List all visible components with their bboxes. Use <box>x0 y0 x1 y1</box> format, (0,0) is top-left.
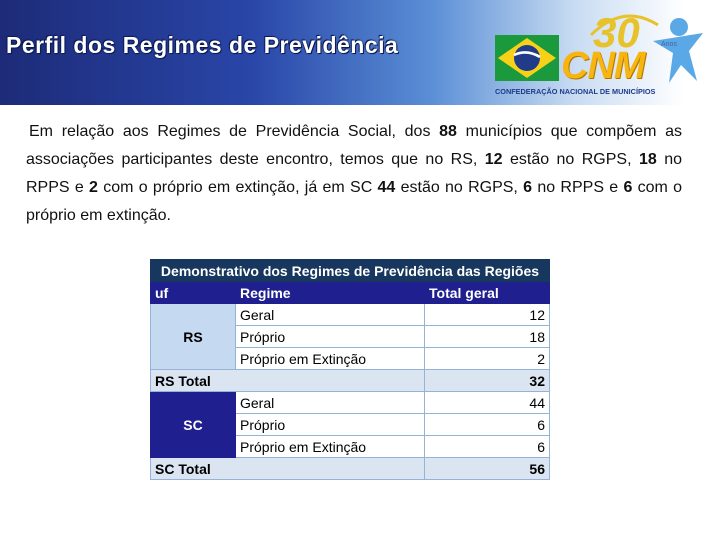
intro-paragraph <box>26 118 682 230</box>
regime-cell: Próprio em Extinção <box>236 348 425 370</box>
col-header-regime: Regime <box>236 282 425 304</box>
value-sc-rgps: 44 <box>377 179 396 196</box>
value-cell: 6 <box>425 436 550 458</box>
page-title: Perfil dos Regimes de Previdência <box>6 32 399 58</box>
value-cell: 12 <box>425 304 550 326</box>
col-header-total: Total geral <box>425 282 550 304</box>
logo-number: 30 <box>593 9 640 56</box>
text-run: municípios que compõem as associações participantes deste encontro, temos que no RS, <box>26 123 682 168</box>
regime-cell: Próprio em Extinção <box>236 436 425 458</box>
table-caption: Demonstrativo dos Regimes de Previdência das Regiões <box>151 260 550 282</box>
logo-figure-head <box>670 18 688 36</box>
flag-globe <box>514 45 540 71</box>
total-label: RS Total <box>151 370 425 392</box>
text-run: com o próprio em extinção, já em SC <box>97 179 378 196</box>
logo-anos: Anos <box>661 41 677 48</box>
logo-subtitle: CONFEDERAÇÃO NACIONAL DE MUNICÍPIOS <box>495 87 656 96</box>
value-cell: 2 <box>425 348 550 370</box>
regime-cell: Geral <box>236 304 425 326</box>
uf-cell-sc: SC <box>151 392 236 458</box>
value-rs-rpps: 18 <box>638 151 657 168</box>
regime-cell: Próprio <box>236 414 425 436</box>
total-label: SC Total <box>151 458 425 480</box>
total-row-rs <box>151 370 550 392</box>
value-cell: 6 <box>425 414 550 436</box>
regime-cell: Geral <box>236 392 425 414</box>
col-header-uf: uf <box>151 282 236 304</box>
value-cell: 44 <box>425 392 550 414</box>
text-run: estão no RGPS, <box>502 151 639 168</box>
header-banner <box>0 0 720 105</box>
value-total-municipios: 88 <box>439 123 457 140</box>
value-sc-rpps: 6 <box>523 179 533 196</box>
regime-cell: Próprio <box>236 326 425 348</box>
table-header-row <box>151 282 550 304</box>
value-rs-extincao: 2 <box>89 179 98 196</box>
total-value: 32 <box>425 370 550 392</box>
value-rs-rgps: 12 <box>484 151 503 168</box>
table-row <box>151 392 550 414</box>
value-sc-extincao: 6 <box>623 179 633 196</box>
regimes-table <box>150 259 550 480</box>
text-run: estão no RGPS, <box>395 179 524 196</box>
text-run: Em relação aos Regimes de Previdência Social, dos <box>29 123 440 140</box>
logo-acronym: CNM <box>561 45 645 87</box>
total-row-sc <box>151 458 550 480</box>
uf-cell-rs: RS <box>151 304 236 370</box>
total-value: 56 <box>425 458 550 480</box>
table-caption-row <box>151 260 550 282</box>
table-row <box>151 304 550 326</box>
text-run: no RPPS e <box>532 179 624 196</box>
text-run: no RPPS e <box>26 151 682 196</box>
value-cell: 18 <box>425 326 550 348</box>
cnm-logo <box>493 5 715 100</box>
text-run: com o próprio em extinção. <box>26 179 683 224</box>
